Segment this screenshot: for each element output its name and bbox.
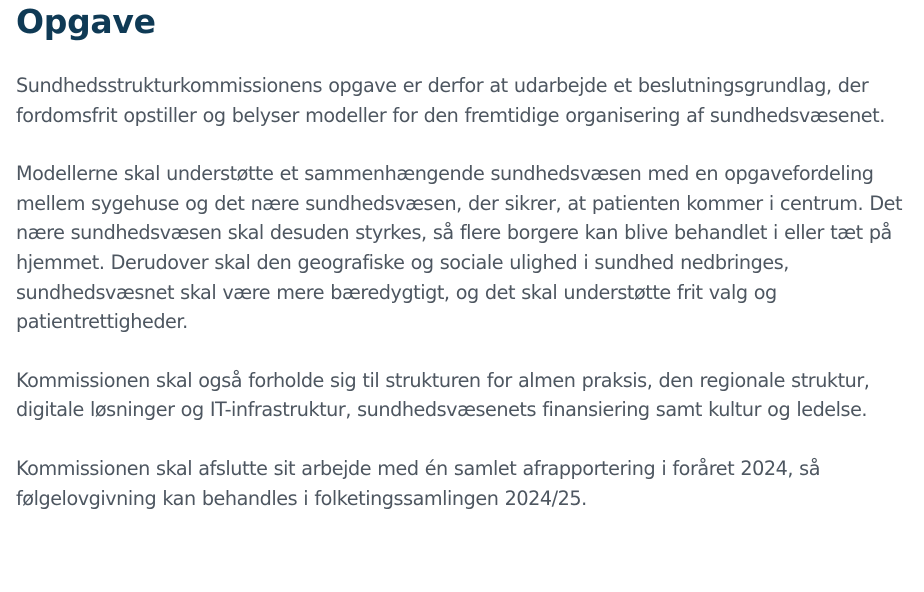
paragraph-deadline: Kommissionen skal afslutte sit arbejde med én samlet afrapportering i foråret 2024, så følgelovgivning kan behandles i folketingssamlingen 2024/25. [16,456,820,510]
section-heading: Opgave [16,2,156,41]
paragraph-models: Modellerne skal understøtte et sammenhængende sundhedsvæsen med en opgavefordeling mellem sygehuse og det nære sundhedsvæsen, der sikrer, at patienten kommer i centrum. Det nære sundhedsvæsen skal desuden styrkes, så flere borgere kan blive behandlet i eller tæt på hjemmet. Derudover skal den geografiske og sociale ulighed i sundhed nedbringes, sundhedsvæsnet skal være mere bæredygtigt, og det skal understøtte frit valg og patientrettigheder. [16,162,903,334]
section-body [16,71,916,513]
paragraph-scope: Kommissionen skal også forholde sig til strukturen for almen praksis, den regionale struktur, digitale løsninger og IT-infrastruktur, sundhedsvæsenets finansiering samt kultur og ledelse. [16,368,870,422]
paragraph-mandate: Sundhedsstrukturkommissionens opgave er derfor at udarbejde et beslutningsgrundlag, der fordomsfrit opstiller og belyser modeller for den fremtidige organisering af sundhedsvæsenet. [16,74,885,127]
